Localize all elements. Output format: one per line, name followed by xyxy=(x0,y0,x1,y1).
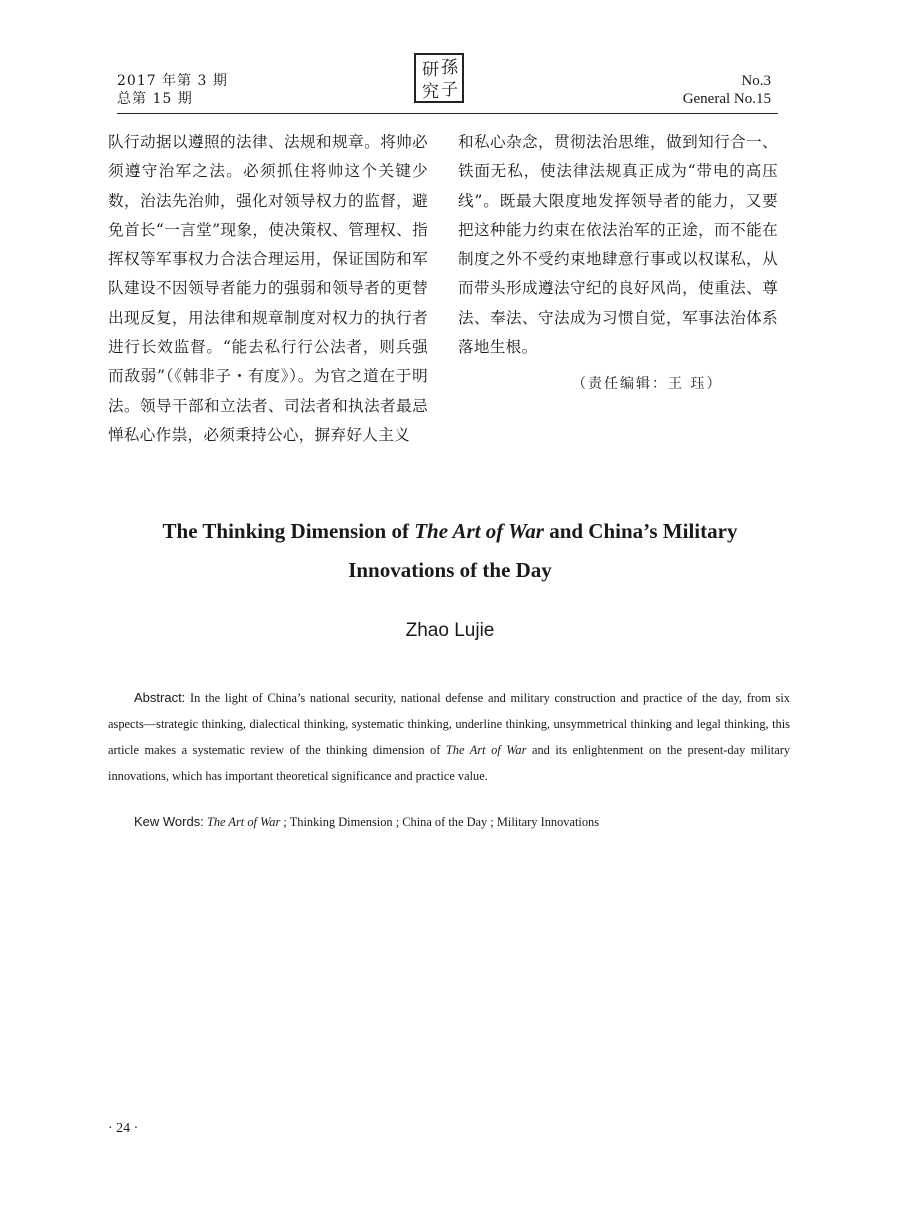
abstract-label: Abstract: xyxy=(134,690,186,705)
header-divider xyxy=(117,113,778,114)
title-book-name: The Art of War xyxy=(414,519,544,543)
body-paragraph-right: 和私心杂念，贯彻法治思维，做到知行合一、铁面无私，使法律法规真正成为“带电的高压线”。既最大限度地发挥领导者的能力，又要把这种能力约束在依法治军的正途，而不能在制度之外不受约束地肆意行事或以权谋私，从而带头形成遵法守纪的良好风尚，使重法、尊法、奉法、守法成为习惯自觉，军事法治体系落地生根。 xyxy=(458,133,778,357)
issue-number-en: No.3 xyxy=(741,73,771,89)
keywords-list: ; Thinking Dimension ; China of the Day ; Military Innovations xyxy=(280,815,600,829)
abstract-text-2: and its enlightenment on the present-day military innovations, which has important theoretical significance and practice value. xyxy=(108,743,791,783)
svg-text:究: 究 xyxy=(422,82,439,102)
general-issue-en: General No.15 xyxy=(682,91,771,107)
svg-text:孫: 孫 xyxy=(441,58,458,78)
keywords xyxy=(134,814,599,830)
title-line-1: The Thinking Dimension of The Art of War and China’s Military xyxy=(162,519,738,543)
abstract-text-1: In the light of China’s national security, national defense and military construction and practice of the day, from six aspects—strategic thinking, dialectical thinking, systematic thinking, underline thinking, unsymmetrical thinking and legal thinking, this article makes a systematic review of the thinking dimension of xyxy=(108,691,790,757)
page-number: · 24 · xyxy=(108,1121,139,1136)
editor-note: （责任编辑：王 珏） xyxy=(572,376,723,392)
english-title xyxy=(0,512,900,590)
svg-text:子: 子 xyxy=(441,80,458,100)
issue-number-cn: 2017 年第 3 期 xyxy=(117,73,228,89)
keyword-book-name: The Art of War xyxy=(206,815,281,829)
keywords-label: Kew Words: xyxy=(134,814,204,829)
abstract-book-name: The Art of War xyxy=(445,743,527,757)
journal-issue-en xyxy=(683,72,771,108)
body-column-right xyxy=(458,128,778,362)
abstract xyxy=(108,685,790,789)
body-column-left xyxy=(108,128,428,450)
body-paragraph-left: 队行动据以遵照的法律、法规和规章。将帅必须遵守治军之法。必须抓住将帅这个关键少数，治法先治帅，强化对领导权力的监督，避免首长“一言堂”现象，使决策权、管理权、指挥权等军事权力合法合理运用，保证国防和军队建设不因领导者能力的强弱和领导者的更替出现反复，用法律和规章制度对权力的执行者进行长效监督。“能去私行行公法者，则兵强而敌弱”（《韩非子・有度》）。为官之道在于明法。领导干部和立法者、司法者和执法者最忌惮私心作祟，必须秉持公心，摒弃好人主义 xyxy=(108,133,428,444)
author-name: Zhao Lujie xyxy=(405,620,495,641)
journal-logo xyxy=(413,52,465,104)
svg-text:研: 研 xyxy=(422,60,439,80)
journal-issue-cn xyxy=(117,72,228,108)
general-issue-cn: 总第 15 期 xyxy=(117,91,193,107)
title-line-2: Innovations of the Day xyxy=(348,558,552,582)
